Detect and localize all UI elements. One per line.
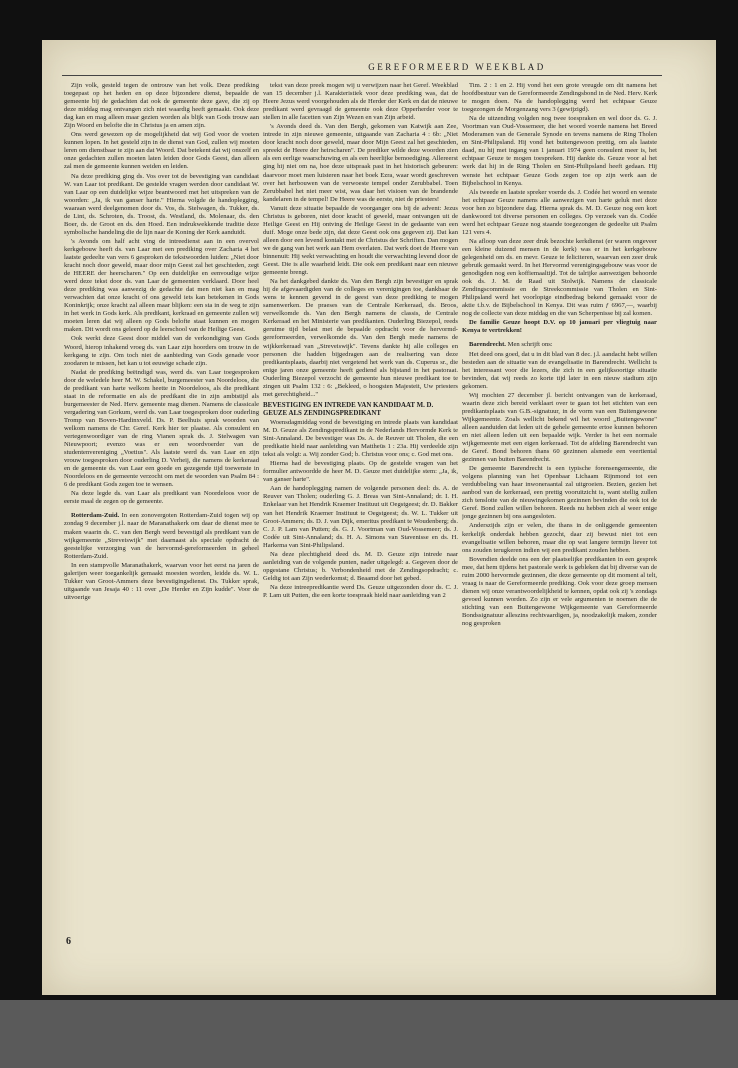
column-2 [263, 82, 458, 962]
paragraph: Zijn volk, gesteld tegen de ontrouw van het volk. Deze prediking toegepast op het heden en op deze bijzondere dienst, bepaalde de gemeente bij de gedachten dat ook de gemeente deze gave, die zij op deze middag mag ontvangen zich niet waardig heeft gemaakt. Ook deze dag kan en mag alleen maar gezien worden als blijk van Gods trouw aan Zijn Woord en belofte die in Christus ja en amen zijn. [64, 82, 259, 130]
paragraph: Bovendien deelde ons een der plaatselijke predikanten in een gesprek mee, dat hem tijdens het pastorale werk is gebleken dat bij diverse van de ruim 2000 hervormde gezinnen, die deze gemeente op dit moment al telt, vraag is naar de Gereformeerde prediking. Ook voor deze groep mensen dienen wij onze verantwoordelijkheid te kennen, opdat ook zij 's zondags gevoed kunnen worden. Zo zijn er vele argumenten te noemen die de stichting van een Buitengewone Wijkgemeente van Gereformeerde Bondssignatuur alleszins rechtvaardigen, ja, noodzakelijk maken, zonder nog gesproken [462, 555, 657, 628]
paragraph: 's Avonds deed ds. Van den Bergh, gekomen van Katwijk aan Zee, intrede in zijn nieuwe gemeente, uitgaande van Zacharia 4 : 6b: „Niet door kracht noch door geweld, maar door Mijn Geest zal het geschieden, spreekt de Heere der heirscharen". De prediker wilde deze woorden zien als een eerlige waarschuwing en als een heerlijke bemoediging. Allereerst ging hij niet om na, hoe deze uitspraak past in het historisch gebeuren: daarvoor moet men luisteren naar het boek Ezra, waar wordt geschreven over het herbouwen van de verwoeste tempel onder Zerubbabel. Toen Zerubbabel het niet meer wist, was daar het visioen van de brandende kandelaren in de tempel! De Heere was de eerste, niet de priesters! [263, 123, 458, 203]
scanner-border [0, 1000, 738, 1068]
paragraph: Na deze legde ds. van Laar als predikant van Noordeloos voor de eerste maal de zegen op de gemeente. [64, 490, 259, 506]
paragraph-text: In een zonovergoten Rotterdam-Zuid togen wij op zondag 9 december j.l. naar de Maranathakerk om daar de dienst mee te maken waarin ds. C. van den Bergh werd bevestigd als predikant van de wijkgemeente „Streveiswijk" met daarnaast als speciale opdracht de geestelijke verzorging van de hervormd-gereformeerden in geheel Rotterdam-Zuid. [64, 512, 259, 560]
page-number: 6 [66, 936, 71, 947]
paragraph: Aan de handoplegging namen de volgende personen deel: ds. A. de Reuver van Tholen; ouderling G. J. Breas van Sint-Annaland; dr. I. H. Enkelaar van het Hendrik Kraemer Instituut uit Oegstgeest; dr. D. Bakker van het Hendrik Kraemer Instituut te Oegstgeest; ds. W. L. Tukker uit Groot-Ammers; ds. D. J. van Dijk, emeritus predikant te Woudenberg; ds. C. J. P. Lam van Putten; ds. G. J. Voortman van Oud-Vossemeer; ds. J. Codée uit Sint-Annaland; ds. H. A. Simons van Stavenisse en ds. H. Harkema van Sint-Philipsland. [263, 485, 458, 549]
paragraph: Als tweede en laatste spreker voerde ds. J. Codée het woord en wenste het echtpaar Geuze namens alle aanwezigen van harte geluk met deze voor hen zo bijzondere dag. Hierna sprak ds. M. D. Geuze nog een kort dankwoord tot diverse personen en colleges. Op verzoek van ds. Codée werd het echtpaar Geuze nog staande toegezongen de gedeelte uit Psalm 121 vers 4. [462, 188, 657, 236]
paragraph: Het deed ons goed, dat u in dit blad van 8 dec. j.l. aandacht hebt willen besteden aan de situatie van de evangelisatie in Barendrecht. Wellicht is het interessant voor die lezers, die zich in een gelijksoortige situatie bevinden, dat wij reeds zo korte tijd later in een nieuw stadium zijn gekomen. [462, 350, 657, 390]
section-paragraph [64, 512, 259, 560]
header-rule [62, 75, 662, 76]
paragraph: Tim. 2 : 1 en 2. Hij vond het een grote vreugde om dit namens het hoofdbestuur van de Gereformeerde Zendingsbond in de Ned. Herv. Kerk te mogen doen. Na de handoplegging werd het echtpaar Geuze toegezongen de Morgenzang vers 3 (gewijzigd). [462, 82, 657, 114]
paragraph: tekst van deze preek mogen wij u verwijzen naar het Geref. Weekblad van 15 december j.l. Karakteristiek voor deze prediking was, dat de Heere Jezus werd voorgehouden als de Herder der Kerk en dat de nieuwe predikant werd gevraagd de gemeente ook deze Opperherder voor te stellen in alle facetten van Zijn Wezen en van Zijn arbeid. [263, 82, 458, 122]
section-heading: BEVESTIGING EN INTREDE VAN KANDIDAAT M. D. GEUZE ALS ZENDINGSPREDIKANT [263, 401, 434, 417]
section-paragraph [462, 341, 657, 349]
paragraph: Hierna had de bevestiging plaats. Op de gestelde vragen van het formulier antwoordde de heer M. D. Geuze met duidelijke stem: „Ja, ik, van ganser harte". [263, 460, 458, 484]
section-lead: Rotterdam-Zuid. [71, 512, 120, 520]
paragraph: De familie Geuze hoopt D.V. op 10 januari per vliegtuig naar Kenya te vertrekken! [462, 319, 657, 335]
paragraph: Na deze prediking ging ds. Vos over tot de bevestiging van candidaat W. van Laar tot predikant. De gestelde vragen werden door candidaat W. van Laar op een duidelijke wijze beantwoord met het uitspreken van de woorden: „Ja, ik van ganser harte." Hierna volgde de handoplegging, waaraan werd deelgenomen door ds. Vos, ds. Stelwagen, ds. Tukker, ds. de Lint, ds. Schroten, ds. Troost, ds. Westland, ds. Molenaar, ds. den Boer, ds. de Groot en ds. den Hoed. Een indrukwekkende traditie deze symbolische handeling die de lijn naar de Koning der Kerk aanduidt. [64, 172, 259, 236]
section-lead-rest: Men schrijft ons: [505, 341, 553, 349]
column-1 [64, 82, 259, 962]
paragraph: In een stampvolle Maranathakerk, waarvan voor het eerst na jaren de galerijen weer toegankelijk gemaakt moesten worden, leidde ds. W. L. Tukker van Groot-Ammers deze bevestigingsdienst. Ds. Tukker sprak, uitgaande van Jesaja 40 : 11 over „De Herder en Zijn kudde". Voor de uitvoerige [64, 561, 259, 601]
paragraph: Vanuit deze situatie bepaalde de voorganger ons bij de advent: Jezus Christus is geboren, niet door kracht of geweld, maar ontvangen uit de Heilige Geest en Hij ontving de Heilige Geest in de gedaante van een duif. Moge onze bede zijn, dat deze Geest ook ons gegeven zij. Dat kan alleen door een levend kontakt met de Christus der Schriften. Dan mogen we de gang van het werk aan Hem overlaten. Dat werk doet de Heere van binnenuit: Hij wekt verwachting en houdt die verwachting levend door de Geest. Die is alle waarheid leidt. Die ook een predikant naar een nieuwe gemeente brengt. [263, 204, 458, 277]
paragraph: Na deze plechtigheid deed ds. M. D. Geuze zijn intrede naar aanleiding van de volgende punten, nader uitgelegd: a. Gegeven door de opgestane Christus; b. Verbondenheid met de Zendingsopdracht; c. Geldig tot aan Zijn wederkomst; d. Beaamd door het gebed. [263, 550, 458, 582]
paragraph: Wij mochten 27 december jl. bericht ontvangen van de kerkeraad, waarin deze zich bereid verklaart over te gaan tot het stichten van een predikantsplaats van G.B.-signatuur, in de vorm van een Buitengewone Wijkgemeente. Zoals wellicht bekend wil het woord „Buitengewone" alleen aanduiden dat leden uit de gehele gemeente ertoe kunnen behoren en niet alleen leden uit een bepaalde wijk. Verder is het een normale wijkgemeente met een eigen kerkeraad. Tot de afdeling Barendrecht van de Geref. Bond behoren thans 60 gezinnen alsmede een veertiental gezinnen van buiten Barendrecht. [462, 391, 657, 464]
paragraph: Nadat de prediking beëindigd was, werd ds. van Laar toegesproken door de weledele heer M. W. Schakel, burgemeester van Noordeloos, die de predikant van harte welkom heette in Noordeloos, als die predikant staat in de reformatie en als de predikant die in zijn ambtstijd als burgemeester de Ned. Herv. gemeente mag dienen. Namens de classicale vergadering van Gorkum, werd ds. van Laar toegesproken door ouderling Tromp van Boven-Hardinxveld. Ds. P. Beelhuis sprak woorden van welkom namens de Chr. Geref. Kerk hier ter plaatse. Als consulent en vertegenwoordiger van de ring Vianen sprak ds. J. Stelwagen van Nieuwpoort; evenzo was er een woordvoerder van de studentenvereniging „Voetius". Als laatste werd ds. van Laar en zijn vrouw toegesproken door ouderling D. Verheij, die namens de kerkeraad en de gemeente ds. van Laar een goede en gezegende tijd toewenste in Noordeloos en de gemeente verzocht om met de woorden van Psalm 84 : 6 de predikant Gods zegen toe te wensen. [64, 368, 259, 489]
paragraph: Na deze intreepredikantie werd Ds. Geuze uitgezonden door ds. C. J. P. Lam uit Putten, die een korte toespraak hield naar aanleiding van 2 [263, 583, 458, 599]
paragraph: Ook werkt deze Geest door middel van de verkondiging van Gods Woord, hierop inhakend vroeg ds. van Laar zijn hoorders om trouw in de kerkgang te zijn. Om toch niet de aanbieding van Gods genade voor zoodaren te missen, het kan u tot eeuwige schade zijn. [64, 335, 259, 367]
section-lead: Barendrecht. [469, 341, 506, 349]
paragraph: Anderszijds zijn er velen, die thans in de onliggende gemeenten kerkelijk onderdak hebben gezocht, daar zij bewust niet tot een evangelisatie willen behoren, maar die op wat langere termijn liever tot ons zouden terugkeren indien wij een predikant zouden hebben. [462, 522, 657, 554]
paragraph: Na afloop van deze zeer druk bezochte kerkdienst (er waren ongeveer een kleine duizend mensen in de kerk) was er in het kerkgebouw gelegenheid om ds. en mevr. Geuze te feliciteren, waarvan een zeer druk gebruik gemaakt werd. In het Hervormd verenigingsgebouw was voor de genodigden nog een koffiemaaltijd. Tot de talrijke aanwezigen behoorde ook ds. J. M. de Raad uit Stolwijk. Namens de classicale Zendingscommissie en de Streekcommissie van Tholen en Sint-Philipsland werd het voorlopige eindbedrag bekend gemaakt voor de aktie t.b.v. de Bijbelschool in Kenya. Dit was ruim ƒ 6967,—, waarbij nog de collecte van deze middag en die van Scherpenisse bij zal komen. [462, 237, 657, 318]
paragraph: 's Avonds om half acht ving de intreedienst aan in een overvol kerkgebouw heeft ds. van Laar met een prediking over Zacharia 4 het laatste gedeelte van vers 6 gesproken de tekstwoorden luiden: „Niet door kracht noch door geweld, maar door mijn Geest zal het geschieden, zegt de HEERE der heerscharen." Op een duidelijke en eenvoudige wijze werd deze tekst door ds. van Laar de gemeenten verklaard. Door heel deze prediking was aanwezig de gedachte dat men niet kan en mag verwachten dat onze kracht of ons geweld iets kan betekenen in Gods Koninkrijk; onze kracht zal alleen maar blijken: een sta in de weg te zijn in het werk in Gods kerk. Als predikant, kerkraad en gemeente zullen wij moeten leren dat wij alleen op Gods belofte staat kunnen en mogen maken. Dit wordt ons geleerd op de leerschool van de Heilige Geest. [64, 237, 259, 334]
paragraph: Na het dankgebed dankte ds. Van den Bergh zijn bevestiger en sprak hij de afgevaardigden van de colleges en verenigingen toe, dankbaar de wens te kennen gevend in de geest van deze prediking te mogen samenwerken. De praeses van de Centrale Kerkeraad, ds. Broos, verwelkomde ds. Van den Bergh namens de classis, de Centrale Kerkeraad en het Ministerie van predikanten. Ouderling Biezepol, reeds geruime tijd belast met de bepaalde opdracht voor de hervormd-gereformeerden, verwelkomde ds. Van den Bergh mede namens de wijkkerkeraad van „Streveiswijk". Tevens dankte hij alle colleges en personen die hadden bijgedragen aan de realisering van deze predikantsplaats, daarbij niet vergetend het werk van ds. Cuperus sr., die enige jaren onze gemeente heeft gediend als bijstand in het pastoraat. Ouderling Biezepol verzocht de gemeente hun nieuwe predikant toe te zingen uit Psalm 132 : 6: „Bekleed, o hoogsten Majesteit, Uw priesters met gerechtigheid..." [263, 278, 458, 398]
paragraph: Woensdagmiddag vond de bevestiging en intrede plaats van kandidaat M. D. Geuze als Zendingspredikant in de Nederlands Hervormde Kerk te Sint-Annaland. De bevestiger was Ds. A. de Reuver uit Tholen, die een predikatie hield naar aanleiding van Mattheüs 1 : 23a. Hij verdeelde zijn tekst als volgt: a. Wij zonder God; b. Christus voor ons; c. God met ons. [263, 419, 458, 459]
paragraph: Ons werd gewezen op de mogelijkheid dat wij God voor de voeten kunnen lopen. In het gesteld zijn in de dienst van God, zullen wij moeten leren om dienstbaar te zijn aan dat Woord. Dat betekent dat wij onszelf en onze gedachten zullen moeten laten leiden door Gods Geest, dan alleen zal men de gemeente kunnen weiden en leiden. [64, 131, 259, 171]
page-header-title: GEREFORMEERD WEEKBLAD [368, 62, 546, 72]
paragraph: Na de uitzending volgden nog twee toespraken en wel door ds. G. J. Voortman van Oud-Vossemeer, die het woord voerde namens het Breed Moderamen van de Generale Synode en tevens namens de Ring Tholen en Sint-Philipsland. Hij vond het buitengewoon prettig, om als laatste daad, nu hij met ingang van 1 januari 1974 geen consulent meer is, het echtpaar Geuze te mogen toespreken. Hij dankte ds. Geuze voor al het werk dat hij in de Ring Tholen en Sint-Philipsland heeft gedaan. Hij wenste het echtpaar Geuze Gods zegen toe op zijn werk aan de Bijbelschool in Kenya. [462, 115, 657, 187]
paragraph: De gemeente Barendrecht is een typische forensengemeente, die volgens planning van het Openbaar Lichaam Rijnmond tot een verdubbeling van haar inwoneraantal zal uitgroeien. Bezien, gezien het aanbod van de kerkeraad, een prettig vooruitzicht is, want stellig zullen zich tenslotte van de nieuwingekomen gezinnen bevinden die ook tot de Geref. Bond zullen willen behoren. Reeds nu hebben zich al weer enige jonge gezinnen bij ons aangesloten. [462, 465, 657, 521]
column-3 [462, 82, 657, 962]
